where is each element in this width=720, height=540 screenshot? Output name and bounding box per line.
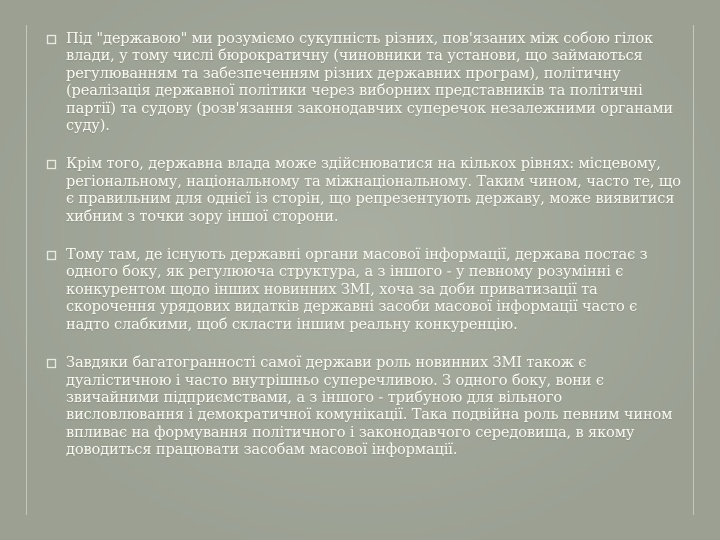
bullet-text: Тому там, де існують державні органи масової інформації, держава постає з одного боку, як регулююча структура, а з іншого - у певному розумінні є конкурентом щодо інших новинних ЗМІ, хоча за доби приватизації та скорочення урядових видатків державні засоби масової інформації часто є надто слабкими, щоб скласти іншим реальну конкуренцію. (66, 246, 648, 333)
hollow-square-icon (46, 159, 57, 170)
bullet-text: Крім того, державна влада може здійснюватися на кількох рівнях: місцевому, регіональному, національному та міжнаціональному. Таким чином, часто те, що є правильним для однієї із сторін, що репрезентують державу, може виявитися хибним з точки зору іншої сторони. (66, 155, 681, 225)
hollow-square-icon (46, 34, 57, 45)
bullet-text: Завдяки багатогранності самої держави роль новинних ЗМІ також є дуалістичною і часто внутрішньо суперечливою. З одного боку, вони є звичайними підприємствами, а з іншого - трибуною для вільного висловлювання і демократичної комунікації. Така подвійна роль певним чином впливає на формування політичного і законодавчого середовища, в якому доводиться працювати засобам масової інформації. (66, 354, 673, 459)
hollow-square-icon (46, 358, 57, 369)
bullet-text: Під "державою" ми розуміємо сукупність різних, пов'язаних між собою гілок влади, у тому числі бюрократичну (чиновники та установи, що займаються регулюванням та забезпеченням різних державних програм), політичну (реалізація державної політики через виборних представників та політичні партії) та судову (розв'язання законодавчих суперечок незалежними органами суду). (66, 30, 674, 135)
bullet-item (44, 246, 684, 333)
bullet-list (44, 30, 684, 480)
hollow-square-icon (46, 250, 57, 261)
bullet-item (44, 354, 684, 458)
bullet-item (44, 30, 684, 134)
bullet-item (44, 155, 684, 225)
